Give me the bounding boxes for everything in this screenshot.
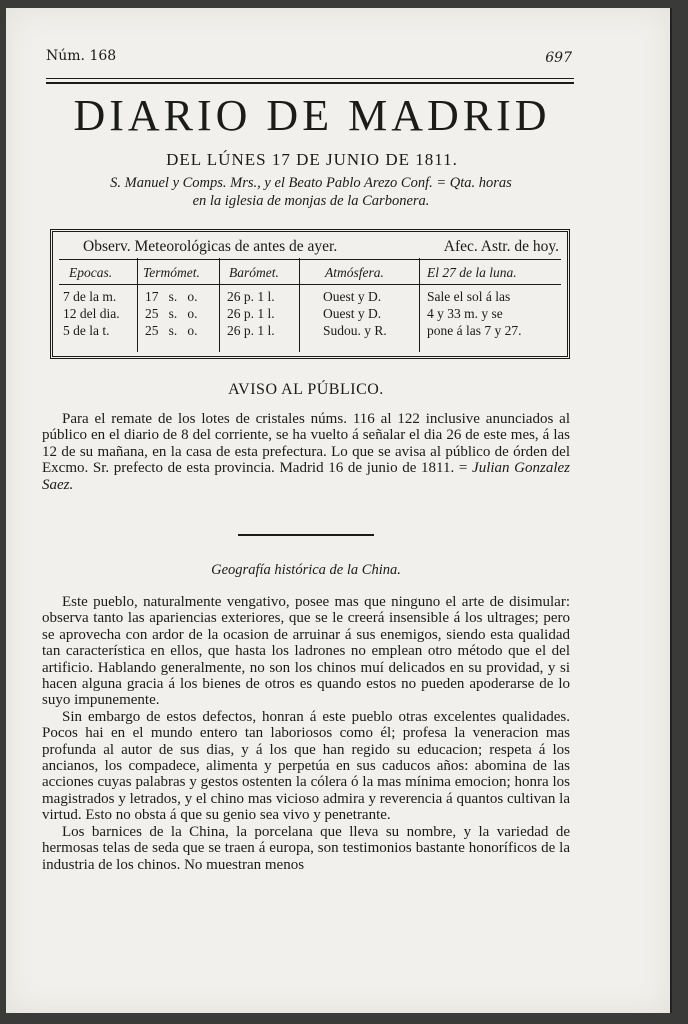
astro-title: Afec. Astr. de hoy.	[443, 238, 559, 255]
col-divider	[419, 258, 420, 352]
row-epoca: 7 de la m.	[63, 289, 117, 304]
masthead: DIARIO DE MADRID	[73, 91, 551, 140]
saints-line-1: S. Manuel y Comps. Mrs., y el Beato Pablo Arezo Conf. = Qta. horas	[110, 175, 512, 191]
header-termometro: Termómet.	[143, 265, 200, 280]
astro-line: pone á las 7 y 27.	[427, 323, 522, 338]
row-barometro: 26 p. 1 l.	[227, 323, 275, 338]
row-termometro: 25 s. o.	[145, 323, 198, 338]
notice-text: Para el remate de los lotes de cristales núms. 116 al 122 inclusive anunciados al público en el diario de 8 del corriente, se ha vuelto á señalar el dia 26 de este mes, á las 12 de su mañana, en la casa de esta prefectura. Lo que se avisa al público de órden del Excmo. Sr. prefecto de esta provincia. Madrid 16 de junio de 1811. =	[42, 411, 570, 477]
header-barometro: Barómet.	[229, 265, 279, 280]
newspaper-page	[6, 8, 672, 1013]
col-divider	[299, 258, 300, 352]
row-atmosfera: Sudou. y R.	[323, 323, 387, 338]
notice-body	[42, 411, 570, 493]
article-body	[42, 594, 570, 873]
page-header	[46, 48, 572, 66]
issue-date: DEL LÚNES 17 DE JUNIO DE 1811.	[166, 150, 458, 169]
article-paragraph-2: Sin embargo de estos defectos, honran á este pueblo otras excelentes qualidades. Pocos hai en el mundo entero tan laboriosos como él; profesa la veneracion mas profunda al autor de sus dias, y á los que han regido su educacion; respeta á los ancianos, los compadece, alimenta y perpetúa en sus caducos años: abomina de las acciones cuyas palabras y gestos ostenten la cólera ó la mas mínima emocion; honra los magistrados y letrados, y el chino mas vicioso admira y reverencia á quantos cultivan la virtud. Esto no obsta á que su genio sea vivo y penetrante.	[42, 708, 570, 824]
article-paragraph-1: Este pueblo, naturalmente vengativo, posee mas que ninguno el arte de disimular: observa tanto las apariencias exteriores, que se le creerá insensible á los ultrages; pero se aprovecha con ardor de la ocasion de arruinar á sus enemigos, siendo esta qualidad tan característica en ellos, que hasta los ladrones no emplean otro método que el del artificio. Hablando generalmente, no son los chinos muí delicados en su providad, y si hacen alguna gracia á los bienes de otros es quando estos no pueden apoderarse de lo suyo impunemente.	[42, 594, 570, 709]
saints-line-2: en la iglesia de monjas de la Carbonera.	[192, 193, 430, 209]
row-atmosfera: Ouest y D.	[323, 306, 382, 321]
article-paragraph-3: Los barnices de la China, la porcelana que lleva su nombre, y la variedad de hermosas telas de seda que se traen á europa, son testimonios bastante honoríficos de la industria de los chinos. No muestran menos	[42, 823, 570, 873]
row-barometro: 26 p. 1 l.	[227, 289, 275, 304]
weather-title: Observ. Meteorológicas de antes de ayer.	[83, 238, 338, 255]
notice-title: AVISO AL PÚBLICO.	[228, 381, 384, 398]
astro-line: 4 y 33 m. y se	[427, 306, 503, 321]
saints-of-day	[56, 174, 566, 210]
col-divider	[219, 258, 220, 352]
row-epoca: 5 de la t.	[63, 323, 110, 338]
row-barometro: 26 p. 1 l.	[227, 306, 275, 321]
weather-rule-top	[59, 259, 561, 260]
top-rule	[46, 78, 574, 79]
header-luna: El 27 de la luna.	[427, 265, 517, 280]
astro-line: Sale el sol á las	[427, 289, 511, 304]
notice-signature: Julian Gonzalez Saez.	[42, 460, 571, 493]
weather-table	[50, 229, 570, 359]
issue-number: Núm. 168	[46, 48, 117, 64]
top-rule-thick	[46, 82, 574, 84]
row-termometro: 25 s. o.	[145, 306, 198, 321]
row-epoca: 12 del dia.	[63, 306, 120, 321]
row-termometro: 17 s. o.	[145, 289, 198, 304]
weather-rule-header	[59, 284, 561, 285]
col-divider	[137, 258, 138, 352]
section-separator	[238, 534, 374, 536]
header-epocas: Epocas.	[69, 265, 113, 280]
header-atmosfera: Atmósfera.	[325, 265, 384, 280]
article-title: Geografía histórica de la China.	[211, 562, 401, 578]
page-number: 697	[545, 50, 572, 66]
row-atmosfera: Ouest y D.	[323, 289, 382, 304]
